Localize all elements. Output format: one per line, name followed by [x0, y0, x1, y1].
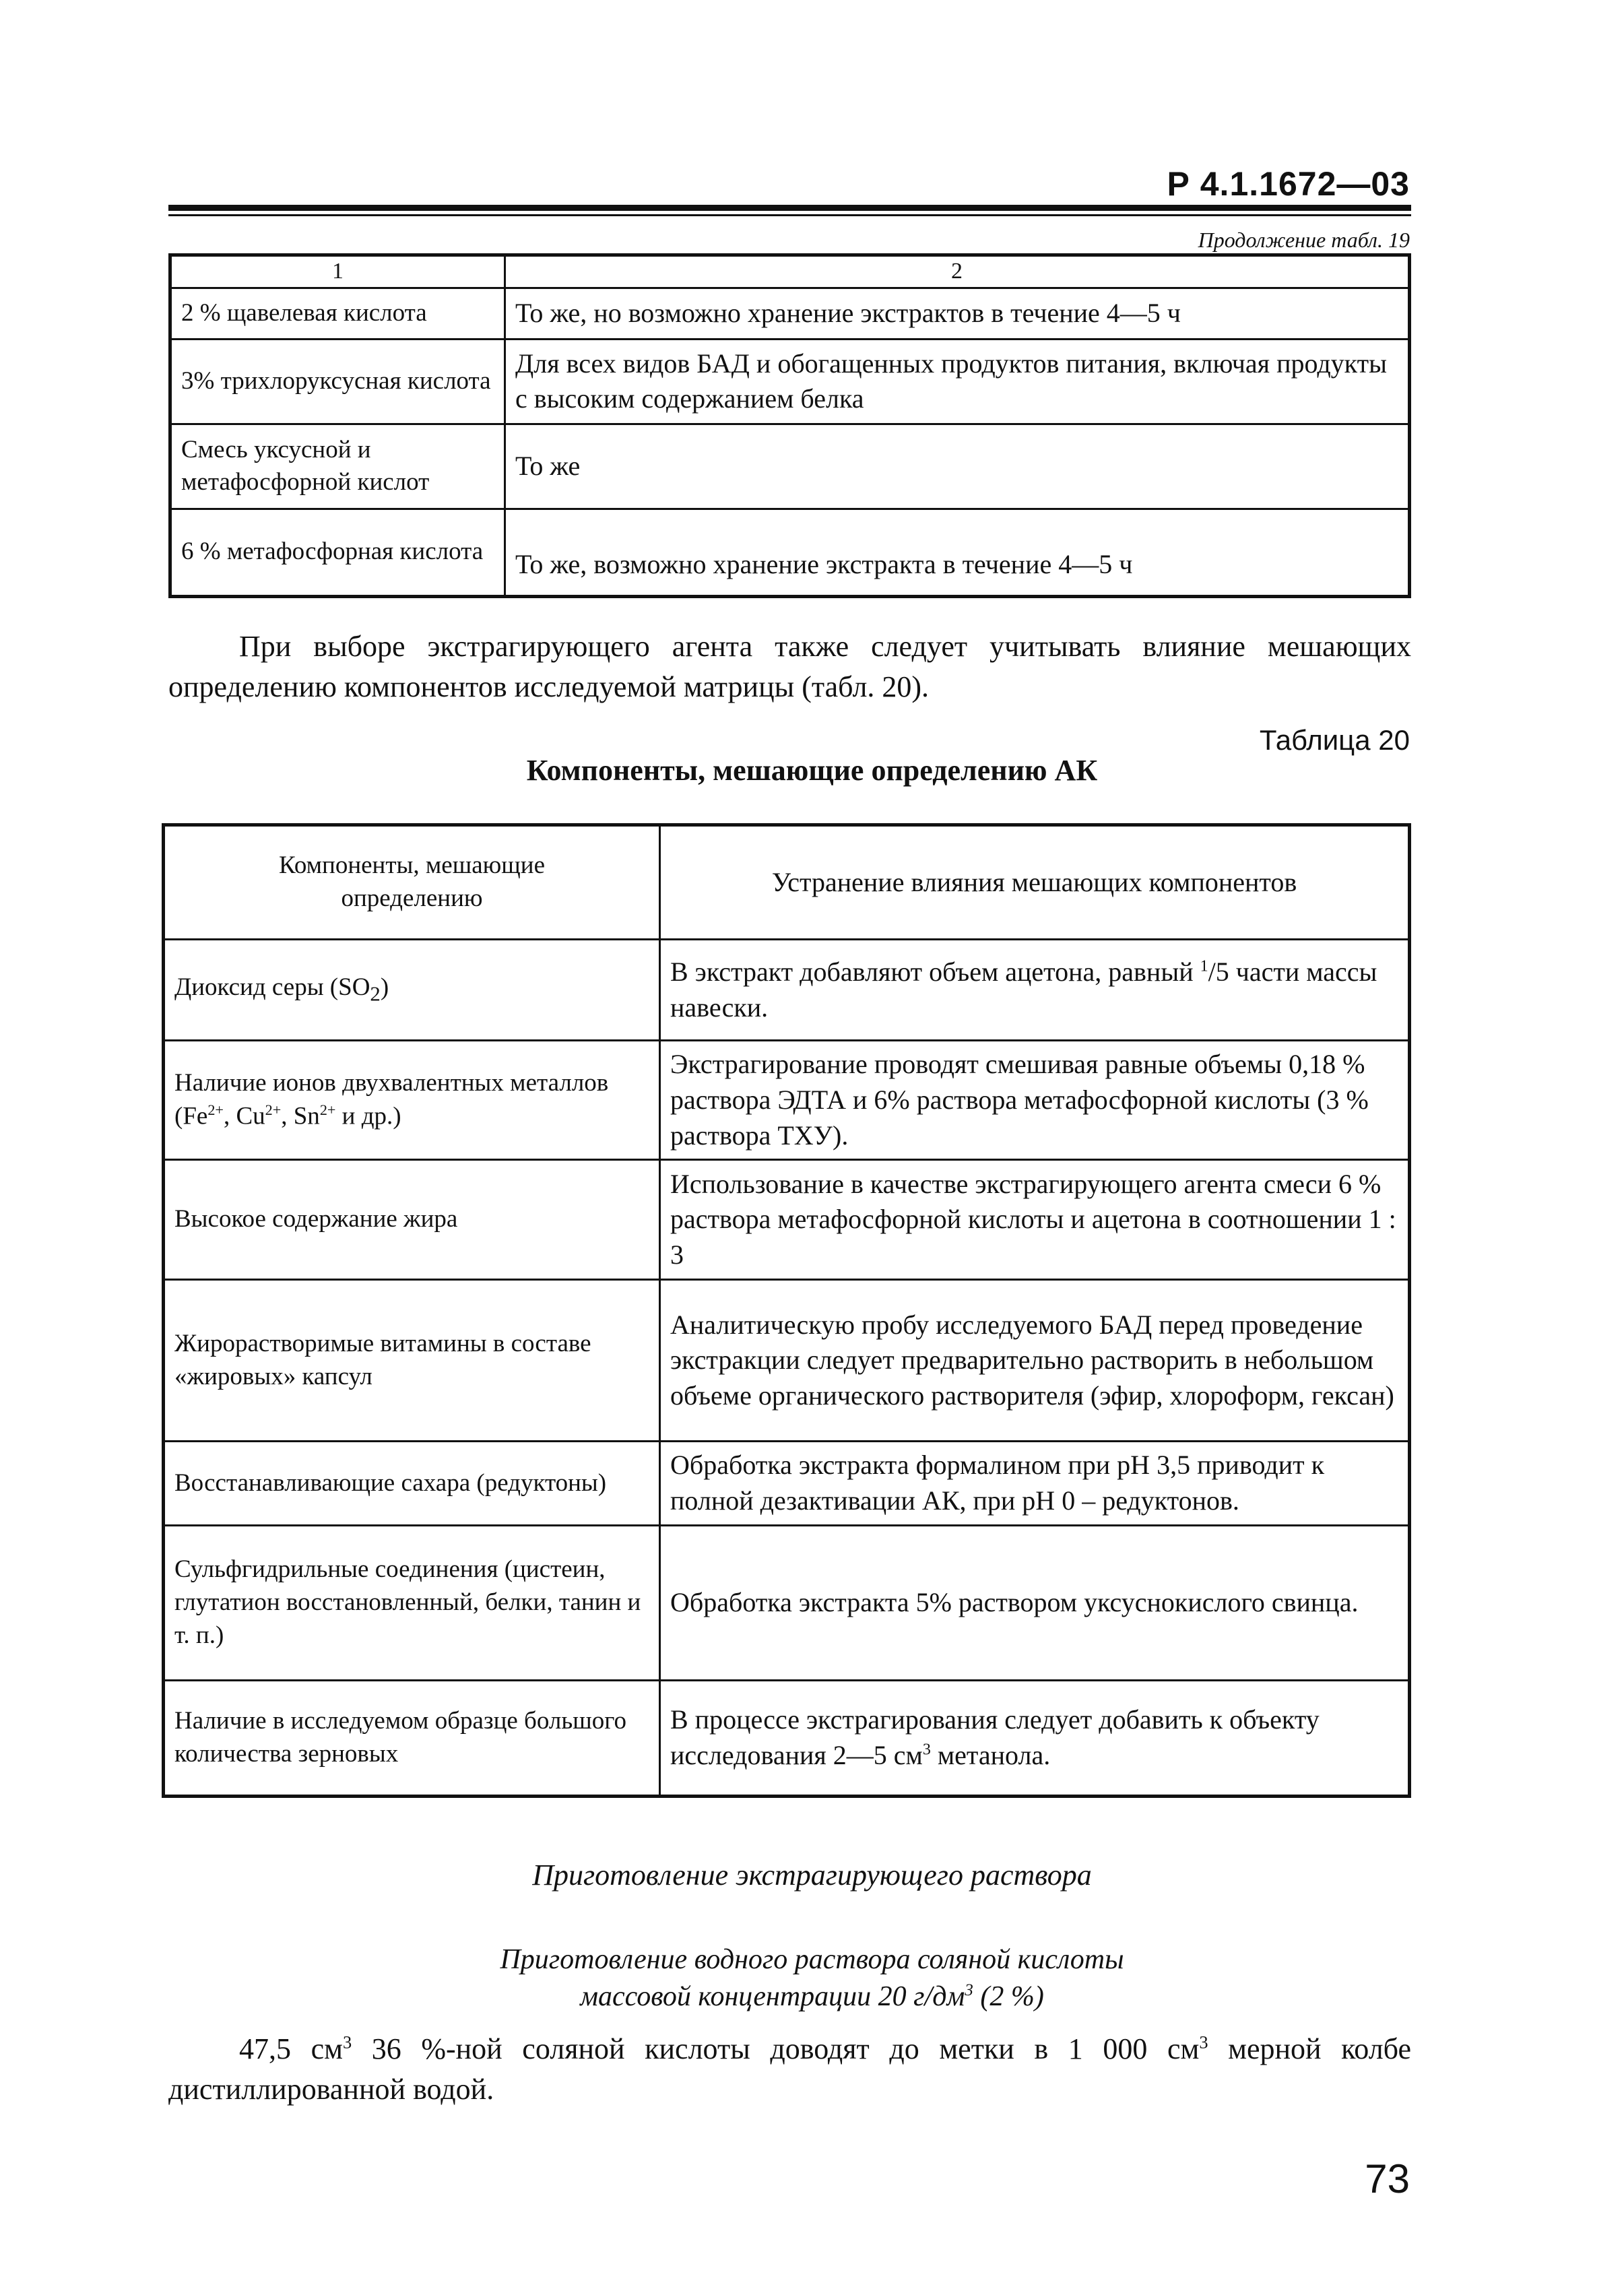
table-row: [170, 509, 1410, 596]
table-cell: То же: [505, 424, 1410, 509]
header-cell: Компоненты, мешающие определению: [164, 825, 660, 940]
table-cell: То же, но возможно хранение экстрактов в течение 4—5 ч: [505, 288, 1410, 339]
table-cell: Жирорастворимые витамины в составе «жировых» капсул: [164, 1280, 660, 1442]
table-row: [164, 1041, 1410, 1160]
table-cell: Высокое содержание жира: [164, 1160, 660, 1280]
table-label: Таблица 20: [1259, 724, 1410, 756]
page-number: 73: [1365, 2156, 1410, 2201]
section-heading: Приготовление экстрагирующего раствора: [532, 1859, 1092, 1892]
table-cell: 6 % метафосфорная кислота: [170, 509, 505, 596]
table-cell: 3% трихлоруксусная кислота: [170, 339, 505, 424]
table-cell: Диоксид серы $(SO_2)$: [164, 940, 660, 1041]
table-header-row: [170, 255, 1410, 288]
table-cell: В экстракт добавляют объем ацетона, равный $^1$/5 части массы навески.: [660, 940, 1410, 1041]
table-header-row: [164, 825, 1410, 940]
table-row: [164, 1525, 1410, 1680]
table-cell: Сульфгидрильные соединения (цистеин, глутатион восстановленный, белки, танин и т. п.): [164, 1525, 660, 1680]
table-row: [170, 424, 1410, 509]
table-cell: Обработка экстракта формалином при pH 3,5 приводит к полной дезактивации АК, при pH 0 – редуктонов.: [660, 1442, 1410, 1526]
document-code: Р 4.1.1672—03: [1167, 165, 1410, 203]
table-continuation-label: Продолжение табл. 19: [1198, 228, 1410, 252]
table-row: [164, 1280, 1410, 1442]
table-row: [170, 288, 1410, 339]
table-cell: Восстанавливающие сахара (редуктоны): [164, 1442, 660, 1526]
table-cell: Смесь уксусной и метафосфорной кислот: [170, 424, 505, 509]
table-cell: Экстрагирование проводят смешивая равные объемы 0,18 % раствора ЭДТА и 6% раствора метафосфорной кислоты (3 % раствора ТХУ).: [660, 1041, 1410, 1160]
column-number: 2: [505, 255, 1410, 288]
table-cell: Наличие ионов двухвалентных металлов ($Fe^{2+}$, $Cu^{2+}$, $Sn^{2+}$ и др.): [164, 1041, 660, 1160]
final-paragraph: 47,5 $см^3$ 36 %-ной соляной кислоты доводят до метки в 1 000 $см^3$ мерной колбе дистиллированной водой.: [168, 2032, 1412, 2106]
table-row: [164, 1442, 1410, 1526]
table-title: Компоненты, мешающие определению АК: [526, 754, 1098, 787]
table-19: [168, 253, 1411, 598]
table-cell: Для всех видов БАД и обогащенных продуктов питания, включая продукты с высоким содержанием белка: [505, 339, 1410, 424]
header-cell: Устранение влияния мешающих компонентов: [660, 825, 1410, 940]
table-row: [164, 1680, 1410, 1796]
table-row: [170, 339, 1410, 424]
subheading-line: Приготовление водного раствора соляной кислоты: [500, 1944, 1124, 1975]
subheading-line: массовой концентрации 20 $г/дм^3$ (2 %): [580, 1981, 1044, 2013]
table-cell: Наличие в исследуемом образце большого количества зерновых: [164, 1680, 660, 1796]
table-cell: Использование в качестве экстрагирующего агента смеси 6 % раствора метафосфорной кислоты и ацетона в соотношении 1 : 3: [660, 1160, 1410, 1280]
intro-paragraph: При выборе экстрагирующего агента также следует учитывать влияние мешающих определению компонентов исследуемой матрицы (табл. 20).: [168, 630, 1411, 703]
subheading: [0, 1941, 1624, 2016]
table-row: [164, 1160, 1410, 1280]
column-number: 1: [170, 255, 505, 288]
table-cell: Обработка экстракта 5% раствором уксуснокислого свинца.: [660, 1525, 1410, 1680]
header-rule: [168, 205, 1411, 211]
table-cell: 2 % щавелевая кислота: [170, 288, 505, 339]
table-20: [162, 823, 1411, 1798]
table-row: [164, 940, 1410, 1041]
table-cell: В процессе экстрагирования следует добавить к объекту исследования 2—5 $см^3$ метанола.: [660, 1680, 1410, 1796]
table-cell: То же, возможно хранение экстракта в течение 4—5 ч: [505, 509, 1410, 596]
header-rule-thin: [168, 214, 1411, 216]
table-cell: Аналитическую пробу исследуемого БАД перед проведение экстракции следует предварительно растворить в небольшом объеме органического растворителя (эфир, хлороформ, гексан): [660, 1280, 1410, 1442]
